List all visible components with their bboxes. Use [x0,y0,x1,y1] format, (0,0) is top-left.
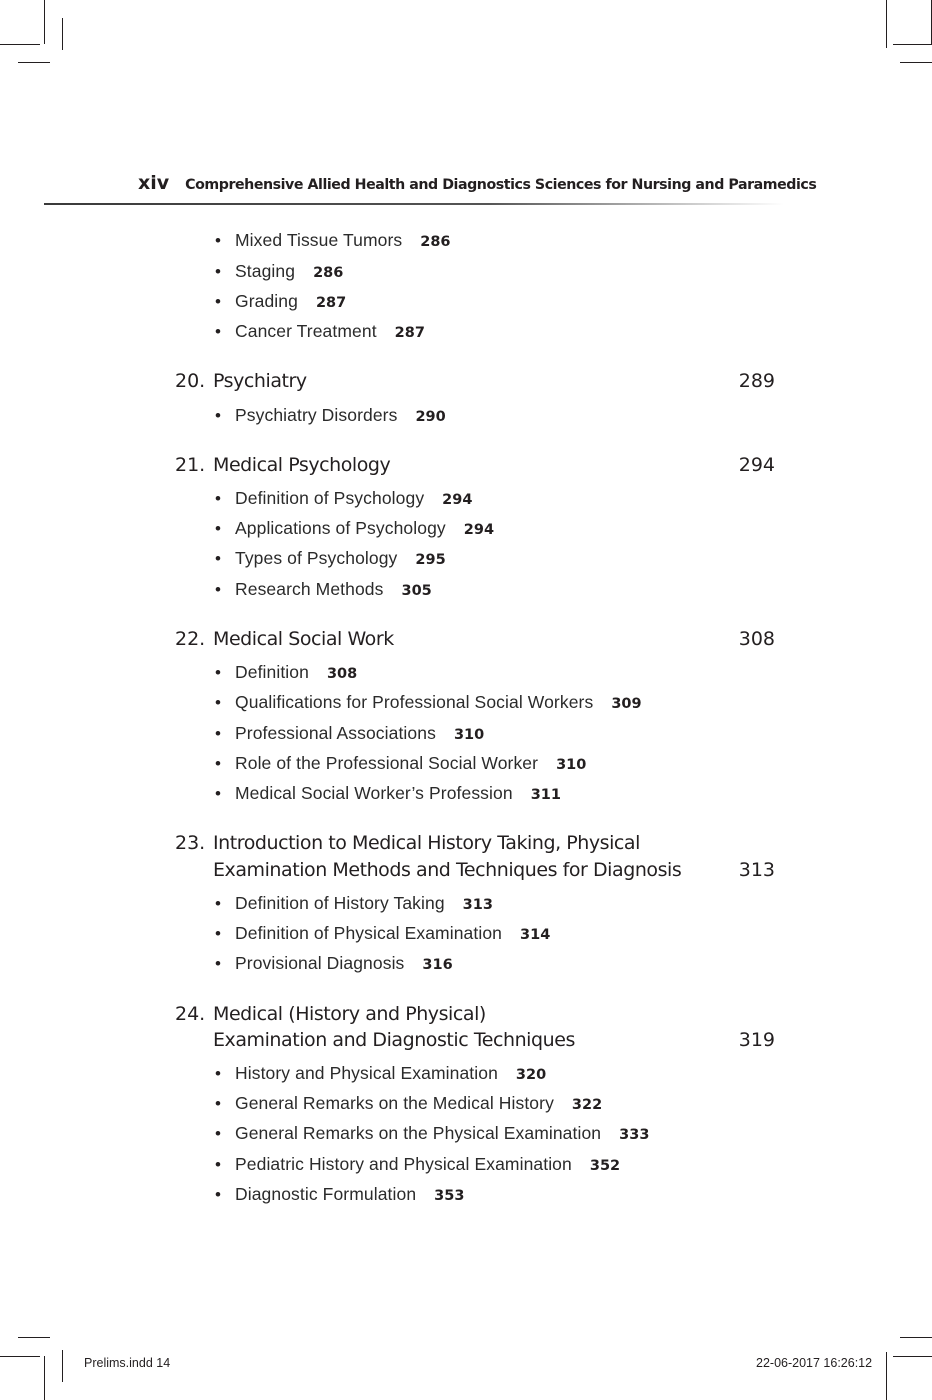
crop-mark-bottom-left-inner-vertical [62,1350,63,1382]
toc-item-title: Cancer Treatment [235,321,377,341]
toc-item-page-number: 305 [401,583,432,599]
crop-mark-top-left-inner-vertical [62,18,63,50]
toc-item-title: General Remarks on the Physical Examination [235,1123,602,1143]
toc-bullet-item [215,291,346,315]
chapter-number: 21. [175,454,206,476]
chapter-number: 23. [175,832,206,854]
toc-item-page-number: 310 [556,757,587,773]
bullet-dot-icon: • [215,1124,221,1143]
toc-bullet-item [215,923,550,947]
bullet-dot-icon: • [215,924,221,943]
toc-item-title: Qualifications for Professional Social Workers [235,692,594,712]
toc-item-page-number: 320 [515,1067,547,1083]
toc-bullet-item [215,261,343,285]
toc-item-title: Types of Psychology [235,548,398,568]
toc-item-page-number: 322 [571,1097,603,1113]
bullet-dot-icon: • [215,292,221,311]
chapter-title: Examination and Diagnostic Techniques [213,1029,575,1051]
toc-item-title: Pediatric History and Physical Examination [235,1154,572,1174]
chapter-title: Medical Social Work [213,628,394,650]
toc-item-page-number: 308 [326,666,358,682]
toc-item-title: Grading [235,291,298,311]
header-rule [44,203,784,205]
toc-bullet-item [215,405,446,429]
chapter-number: 24. [175,1003,206,1025]
bullet-dot-icon: • [215,894,221,913]
toc-bullet-item [215,753,586,777]
toc-item-page-number: 313 [462,897,493,913]
toc-item-page-number: 353 [434,1188,465,1204]
toc-bullet-item [215,1093,602,1117]
toc-bullet-item [215,662,357,686]
toc-item-title: Definition of Physical Examination [235,923,503,943]
crop-mark-top-left-inner-horizontal [18,62,50,63]
crop-mark-bottom-right-horizontal [900,1337,932,1338]
toc-item-page-number: 294 [442,492,473,508]
toc-item-title: Applications of Psychology [235,518,446,538]
toc-item-page-number: 294 [463,522,495,538]
toc-item-page-number: 286 [313,265,344,281]
toc-bullet-item [215,548,446,572]
bullet-dot-icon: • [215,519,221,538]
toc-item-page-number: 310 [453,727,485,743]
chapter-number: 20. [175,370,206,392]
bullet-dot-icon: • [215,262,221,281]
toc-bullet-item [215,1123,649,1147]
toc-item-title: Provisional Diagnosis [235,953,405,973]
crop-mark-top-right-horizontal [893,44,932,45]
running-head [138,172,816,194]
bullet-dot-icon: • [215,322,221,341]
bullet-dot-icon: • [215,1094,221,1113]
toc-item-title: Medical Social Worker’s Profession [235,783,513,803]
toc-item-page-number: 295 [415,552,446,568]
toc-bullet-item [215,692,642,716]
toc-item-title: Definition of History Taking [235,893,445,913]
toc-item-title: Mixed Tissue Tumors [235,230,403,250]
toc-bullet-item [215,893,493,917]
crop-mark-bottom-left-inner-horizontal [0,1356,40,1357]
bullet-dot-icon: • [215,1155,221,1174]
bullet-dot-icon: • [215,549,221,568]
toc-bullet-item [215,1063,546,1087]
bullet-dot-icon: • [215,693,221,712]
toc-item-title: Professional Associations [235,723,436,743]
toc-item-page-number: 286 [420,234,451,250]
toc-item-page-number: 290 [415,409,446,425]
toc-item-title: Staging [235,261,296,281]
toc-item-page-number: 311 [530,787,561,803]
chapter-title: Medical (History and Physical) [213,1003,486,1025]
chapter-page-number: 319 [738,1029,775,1051]
bullet-dot-icon: • [215,580,221,599]
bullet-dot-icon: • [215,1064,221,1083]
book-title: Comprehensive Allied Health and Diagnostics Sciences for Nursing and Paramedics [185,177,817,193]
chapter-page-number: 294 [738,454,775,476]
slug-file-label: Prelims.indd 14 [84,1356,171,1370]
bullet-dot-icon: • [215,754,221,773]
toc-bullet-item [215,321,425,345]
crop-mark-top-left-horizontal [0,44,40,45]
toc-bullet-item [215,953,453,977]
crop-mark-top-right-inner-horizontal [900,62,932,63]
toc-item-title: General Remarks on the Medical History [235,1093,554,1113]
chapter-title: Medical Psychology [213,454,391,476]
toc-item-page-number: 333 [619,1127,650,1143]
toc-bullet-item [215,1154,620,1178]
bullet-dot-icon: • [215,954,221,973]
toc-item-title: Research Methods [235,579,384,599]
toc-item-page-number: 316 [422,957,453,973]
crop-mark-bottom-left-horizontal [18,1337,50,1338]
toc-bullet-item [215,1184,464,1208]
toc-bullet-item [215,230,451,254]
chapter-title: Examination Methods and Techniques for Diagnosis [213,859,682,881]
toc-item-title: Psychiatry Disorders [235,405,398,425]
bullet-dot-icon: • [215,406,221,425]
chapter-title: Psychiatry [213,370,307,392]
chapter-page-number: 289 [738,370,775,392]
toc-item-title: Diagnostic Formulation [235,1184,417,1204]
toc-bullet-item [215,723,484,747]
toc-item-page-number: 309 [611,696,642,712]
slug-timestamp: 22-06-2017 16:26:12 [756,1356,873,1370]
toc-bullet-item [215,488,472,512]
crop-mark-top-left-vertical [44,0,45,44]
toc-item-title: Definition [235,662,309,682]
toc-item-page-number: 352 [589,1158,621,1174]
toc-item-title: Definition of Psychology [235,488,425,508]
crop-mark-bottom-left-vertical [44,1356,45,1400]
toc-bullet-item [215,518,494,542]
chapter-title: Introduction to Medical History Taking, Physical [213,832,640,854]
page-folio: xiv [138,172,170,194]
crop-mark-bottom-right-inner-horizontal [893,1356,932,1357]
bullet-dot-icon: • [215,784,221,803]
toc-item-title: History and Physical Examination [235,1063,498,1083]
crop-mark-top-right-vertical [886,0,887,48]
toc-item-page-number: 287 [394,325,425,341]
toc-item-title: Role of the Professional Social Worker [235,753,539,773]
bullet-dot-icon: • [215,231,221,250]
toc-bullet-item [215,783,561,807]
crop-mark-bottom-right-vertical [886,1352,887,1400]
chapter-page-number: 308 [738,628,775,650]
bullet-dot-icon: • [215,663,221,682]
bullet-dot-icon: • [215,489,221,508]
toc-item-page-number: 287 [315,295,347,311]
chapter-page-number: 313 [738,859,775,881]
toc-item-page-number: 314 [520,927,551,943]
toc-bullet-item [215,579,432,603]
bullet-dot-icon: • [215,724,221,743]
chapter-number: 22. [175,628,206,650]
bullet-dot-icon: • [215,1185,221,1204]
